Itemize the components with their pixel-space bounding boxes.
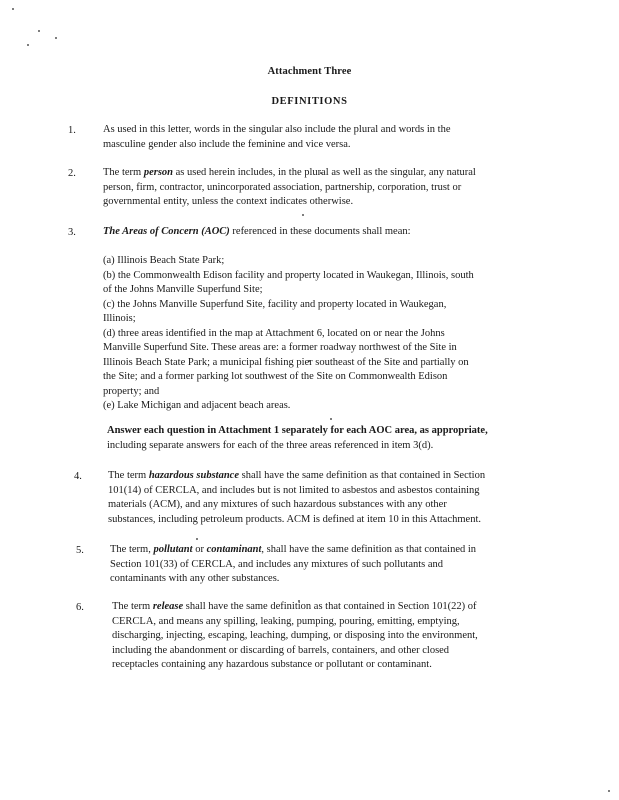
definition-item-3 xyxy=(103,225,523,240)
item-line: Section 101(33) of CERCLA, and includes any mixtures of such pollutants and xyxy=(110,558,444,570)
sublist-line: (c) the Johns Manville Superfund Site, facility and property located in Waukegan, xyxy=(103,298,447,310)
item-line: masculine gender also include the feminine and vice versa. xyxy=(103,138,351,150)
sublist-line: (d) three areas identified in the map at Attachment 6, located on or near the Johns xyxy=(103,327,445,339)
item-line: 101(14) of CERCLA, and includes but is not limited to asbestos and asbestos containing xyxy=(108,484,480,496)
item-number: 2. xyxy=(68,168,76,179)
defined-term: release xyxy=(152,601,184,612)
item-first-line-rest: shall have the same definition as that contained in Section 101(22) of xyxy=(183,601,477,612)
item-lead: The term xyxy=(103,167,144,178)
item-line: receptacles containing any hazardous substance or pollutant or contaminant. xyxy=(112,659,432,670)
definition-item-1 xyxy=(103,123,523,152)
definitions-heading: DEFINITIONS xyxy=(271,96,348,107)
sublist-line: Illinois; xyxy=(103,313,136,324)
scan-speck xyxy=(302,214,304,216)
item-line: materials (ACM), and any mixtures of such hazardous substances with any other xyxy=(108,499,447,510)
definition-item-5 xyxy=(110,543,530,587)
sublist-line: of the Johns Manville Superfund Site; xyxy=(103,284,263,295)
scan-speck xyxy=(608,790,610,792)
scan-speck xyxy=(330,418,332,420)
defined-term: pollutant xyxy=(153,544,193,555)
sublist-line: Manville Superfund Site. These areas are: a former roadway northwest of the Site in xyxy=(103,342,457,353)
scan-speck xyxy=(38,30,40,32)
defined-term: contaminant xyxy=(206,544,262,555)
item-lead: The term xyxy=(112,601,153,612)
defined-term: hazardous substance xyxy=(148,470,239,481)
note-bold-line: Answer each question in Attachment 1 separately for each AOC area, as appropriate, xyxy=(107,425,488,436)
sublist-line: (e) Lake Michigan and adjacent beach areas. xyxy=(103,400,291,411)
item-line: discharging, injecting, escaping, leaching, dumping, or disposing into the environment, xyxy=(112,630,478,641)
item-line: person, firm, contractor, unincorporated association, partnership, corporation, trust or xyxy=(103,181,462,193)
item-line: As used in this letter, words in the singular also include the plural and words in the xyxy=(103,124,451,135)
item-number: 3. xyxy=(68,227,76,238)
scan-speck xyxy=(55,37,57,39)
scan-speck xyxy=(12,8,14,10)
sublist-line: (b) the Commonwealth Edison facility and property located in Waukegan, Illinois, south xyxy=(103,269,474,281)
item-line: CERCLA, and means any spilling, leaking, pumping, pouring, emitting, emptying, xyxy=(112,615,460,627)
attachment-title: Attachment Three xyxy=(267,66,352,77)
item-number: 4. xyxy=(74,471,82,482)
item-first-line-rest: , shall have the same definition as that contained in xyxy=(261,544,477,555)
sublist-line: (a) Illinois Beach State Park; xyxy=(103,255,225,266)
item-line: governmental entity, unless the context indicates otherwise. xyxy=(103,196,354,207)
definition-item-6 xyxy=(112,600,532,673)
item-connector: or xyxy=(192,544,207,555)
note-line: including separate answers for each of the three areas referenced in item 3(d). xyxy=(107,439,434,451)
scan-speck xyxy=(196,538,198,540)
scan-speck xyxy=(27,44,29,46)
definition-item-2 xyxy=(103,166,523,210)
definition-item-4 xyxy=(108,469,528,527)
sublist-line: property; and xyxy=(103,385,160,397)
sublist-line: Illinois Beach State Park; a municipal fishing pier southeast of the Site and partially on xyxy=(103,356,469,368)
item-first-line-rest: shall have the same definition as that contained in Section xyxy=(238,470,486,481)
aoc-sublist xyxy=(103,254,523,414)
defined-term: person xyxy=(143,167,174,178)
item-number: 5. xyxy=(76,545,84,556)
item-lead: The term xyxy=(108,470,149,481)
item-first-line-rest: as used herein includes, in the plural as well as the singular, any natural xyxy=(173,167,476,178)
item-number: 1. xyxy=(68,125,76,136)
item-lead: The term, xyxy=(110,544,154,555)
item-first-line-rest: referenced in these documents shall mean: xyxy=(229,226,411,237)
item-line: substances, including petroleum products. ACM is defined at item 10 in this Attachment. xyxy=(108,513,481,525)
defined-term: The Areas of Concern (AOC) xyxy=(103,226,230,237)
item-line: including the abandonment or discarding of barrels, containers, and other closed xyxy=(112,644,450,656)
sublist-line: the Site; and a former parking lot southwest of the Site on Commonwealth Edison xyxy=(103,371,448,382)
aoc-answer-note xyxy=(107,424,527,453)
item-number: 6. xyxy=(76,602,84,613)
item-line: contaminants with any other substances. xyxy=(110,573,280,584)
